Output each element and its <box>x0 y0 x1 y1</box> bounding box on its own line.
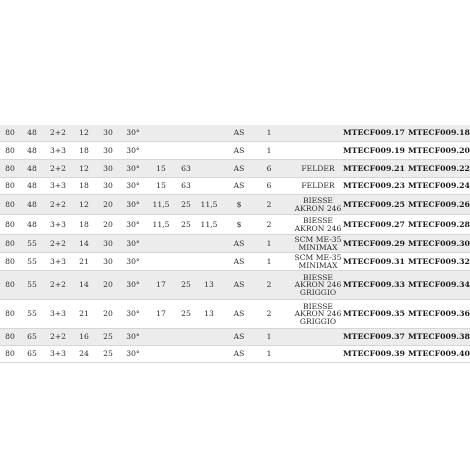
table-cell: 30° <box>126 280 140 290</box>
table-cell: 80 <box>5 128 15 138</box>
table-cell: 25 <box>181 280 191 290</box>
code-cell-b: MTECF009.40 <box>408 349 470 359</box>
code-cell-b: MTECF009.18 <box>408 128 470 138</box>
table-cell: 48 <box>27 219 37 229</box>
table-cell: 55 <box>27 256 37 266</box>
table-row <box>0 125 470 142</box>
table-row <box>0 346 470 363</box>
table-cell: 25 <box>181 199 191 209</box>
table-cell: 63 <box>181 163 191 173</box>
table-cell: 30° <box>126 181 140 191</box>
table-cell: 1 <box>266 349 272 359</box>
machine-cell: BIESSE AKRON 246 <box>294 216 342 233</box>
table-cell <box>198 329 220 345</box>
table-cell: 3+3 <box>49 349 67 359</box>
table-cell: 1 <box>266 332 272 342</box>
table-cell <box>174 329 198 345</box>
table-cell: 30° <box>126 256 140 266</box>
code-cell-b: MTECF009.34 <box>408 280 470 290</box>
table-cell: 30° <box>126 332 140 342</box>
table-cell: 12 <box>79 163 89 173</box>
table-cell: 11,5 <box>200 219 218 229</box>
code-cell-a: MTECF009.31 <box>343 256 405 266</box>
table-cell: 21 <box>79 256 89 266</box>
table-cell <box>150 329 172 345</box>
table-cell: 80 <box>5 349 15 359</box>
table-cell: 2 <box>266 309 272 319</box>
machine-cell <box>288 329 348 345</box>
table-row <box>0 235 470 253</box>
code-cell-a: MTECF009.21 <box>343 163 405 173</box>
table-cell: 14 <box>79 280 89 290</box>
machine-cell: FELDER <box>301 181 335 191</box>
table-cell: 30 <box>103 163 113 173</box>
table-cell <box>198 142 220 159</box>
table-cell: 80 <box>5 219 15 229</box>
table-cell: $ <box>236 199 242 209</box>
code-cell-a: MTECF009.35 <box>343 309 405 319</box>
machine-cell <box>288 346 348 362</box>
table-cell: 2+2 <box>49 280 67 290</box>
table-cell <box>198 346 220 362</box>
table-row <box>0 271 470 300</box>
table-cell: AS <box>233 280 245 290</box>
table-cell: 1 <box>266 145 272 155</box>
table-cell: 80 <box>5 163 15 173</box>
table-cell: 1 <box>266 238 272 248</box>
table-cell: AS <box>233 309 245 319</box>
table-cell: 25 <box>181 309 191 319</box>
table-cell: AS <box>233 128 245 138</box>
table-cell: 18 <box>79 145 89 155</box>
table-cell: 12 <box>79 128 89 138</box>
machine-cell <box>288 125 348 141</box>
table-cell: 2+2 <box>49 332 67 342</box>
table-cell: 14 <box>79 238 89 248</box>
table-cell: AS <box>233 256 245 266</box>
table-cell: 65 <box>27 349 37 359</box>
table-cell: 30 <box>103 128 113 138</box>
table-row <box>0 215 470 235</box>
table-cell: AS <box>233 238 245 248</box>
table-cell: 11,5 <box>152 199 170 209</box>
table-cell: 2+2 <box>49 199 67 209</box>
table-cell: 25 <box>103 332 113 342</box>
table-cell: 15 <box>156 163 166 173</box>
table-cell: 13 <box>204 280 214 290</box>
table-cell: 3+3 <box>49 309 67 319</box>
code-cell-a: MTECF009.39 <box>343 349 405 359</box>
table-cell: 55 <box>27 309 37 319</box>
table-cell: 20 <box>103 219 113 229</box>
code-cell-b: MTECF009.30 <box>408 238 470 248</box>
table-cell: 30 <box>103 181 113 191</box>
table-cell: 1 <box>266 128 272 138</box>
table-cell: 3+3 <box>49 145 67 155</box>
code-cell-a: MTECF009.23 <box>343 181 405 191</box>
table-cell: 30° <box>126 238 140 248</box>
table-row <box>0 142 470 160</box>
table-cell: 20 <box>103 199 113 209</box>
code-cell-a: MTECF009.33 <box>343 280 405 290</box>
table-cell: 1 <box>266 256 272 266</box>
table-cell <box>150 235 172 252</box>
table-cell: 80 <box>5 145 15 155</box>
machine-cell: BIESSE AKRON 246 GRIGGIO <box>294 301 342 326</box>
code-cell-a: MTECF009.17 <box>343 128 405 138</box>
table-cell <box>174 142 198 159</box>
table-cell: 55 <box>27 238 37 248</box>
table-cell: 80 <box>5 309 15 319</box>
table-cell: 3+3 <box>49 181 67 191</box>
table-cell: 30° <box>126 128 140 138</box>
table-cell: 80 <box>5 199 15 209</box>
code-cell-b: MTECF009.22 <box>408 163 470 173</box>
table-cell: 16 <box>79 332 89 342</box>
table-cell <box>150 253 172 270</box>
table-cell <box>174 253 198 270</box>
table-cell: 30° <box>126 309 140 319</box>
table-cell: 65 <box>27 332 37 342</box>
table-cell: 25 <box>181 219 191 229</box>
table-cell: 80 <box>5 181 15 191</box>
code-cell-a: MTECF009.29 <box>343 238 405 248</box>
code-cell-a: MTECF009.25 <box>343 199 405 209</box>
table-cell: 20 <box>103 309 113 319</box>
table-cell <box>174 235 198 252</box>
machine-cell: BIESSE AKRON 246 <box>294 196 342 213</box>
table-cell: 25 <box>103 349 113 359</box>
machine-cell: SCM ME-35 MINIMAX <box>294 253 342 270</box>
code-cell-b: MTECF009.24 <box>408 181 470 191</box>
table-cell: 48 <box>27 163 37 173</box>
table-cell: 18 <box>79 181 89 191</box>
table-cell: 20 <box>103 280 113 290</box>
table-cell <box>174 346 198 362</box>
table-cell: 80 <box>5 280 15 290</box>
table-row <box>0 300 470 329</box>
code-cell-b: MTECF009.28 <box>408 219 470 229</box>
table-cell: 13 <box>204 309 214 319</box>
table-cell: 6 <box>266 181 272 191</box>
table-cell: 80 <box>5 332 15 342</box>
table-cell: AS <box>233 145 245 155</box>
code-cell-b: MTECF009.20 <box>408 145 470 155</box>
table-row <box>0 329 470 346</box>
table-cell: 48 <box>27 128 37 138</box>
table-row <box>0 160 470 178</box>
table-cell: 30° <box>126 145 140 155</box>
table-cell: 30° <box>126 163 140 173</box>
table-cell <box>198 125 220 141</box>
table-cell <box>198 235 220 252</box>
table-cell: $ <box>236 219 242 229</box>
code-cell-b: MTECF009.38 <box>408 332 470 342</box>
table-cell: AS <box>233 332 245 342</box>
table-cell: 12 <box>79 199 89 209</box>
table-cell: AS <box>233 181 245 191</box>
table-cell: 2+2 <box>49 163 67 173</box>
table-cell: 55 <box>27 280 37 290</box>
table-cell: 48 <box>27 145 37 155</box>
table-cell: 18 <box>79 219 89 229</box>
product-code-table <box>0 125 470 363</box>
table-cell: 63 <box>181 181 191 191</box>
code-cell-b: MTECF009.32 <box>408 256 470 266</box>
table-cell: 17 <box>156 309 166 319</box>
table-cell: 15 <box>156 181 166 191</box>
code-cell-a: MTECF009.37 <box>343 332 405 342</box>
machine-cell: SCM ME-35 MINIMAX <box>294 235 342 252</box>
table-cell <box>198 178 220 194</box>
table-cell: 48 <box>27 199 37 209</box>
code-cell-b: MTECF009.26 <box>408 199 470 209</box>
table-cell: 30° <box>126 349 140 359</box>
table-cell: 3+3 <box>49 256 67 266</box>
table-cell <box>150 125 172 141</box>
table-cell: 17 <box>156 280 166 290</box>
table-cell: 30 <box>103 145 113 155</box>
table-cell: 80 <box>5 238 15 248</box>
table-cell: 30 <box>103 238 113 248</box>
table-cell <box>150 142 172 159</box>
table-row <box>0 195 470 215</box>
table-row <box>0 178 470 195</box>
table-cell: 3+3 <box>49 219 67 229</box>
table-cell <box>174 125 198 141</box>
table-cell: 6 <box>266 163 272 173</box>
machine-cell: FELDER <box>301 163 335 173</box>
table-cell: 2+2 <box>49 128 67 138</box>
table-cell: 2 <box>266 280 272 290</box>
table-cell: 2 <box>266 199 272 209</box>
table-cell <box>198 160 220 177</box>
table-cell: 24 <box>79 349 89 359</box>
table-row <box>0 253 470 271</box>
machine-cell: BIESSE AKRON 246 GRIGGIO <box>294 272 342 297</box>
table-cell: 48 <box>27 181 37 191</box>
table-cell: 11,5 <box>152 219 170 229</box>
table-cell: 2 <box>266 219 272 229</box>
table-cell: 21 <box>79 309 89 319</box>
table-cell: AS <box>233 349 245 359</box>
code-cell-a: MTECF009.19 <box>343 145 405 155</box>
table-cell: 30° <box>126 199 140 209</box>
code-cell-a: MTECF009.27 <box>343 219 405 229</box>
table-cell: 30 <box>103 256 113 266</box>
table-cell: 11,5 <box>200 199 218 209</box>
table-cell <box>198 253 220 270</box>
table-cell: 30° <box>126 219 140 229</box>
table-cell: AS <box>233 163 245 173</box>
table-cell <box>150 346 172 362</box>
machine-cell <box>288 142 348 159</box>
table-cell: 2+2 <box>49 238 67 248</box>
table-cell: 80 <box>5 256 15 266</box>
code-cell-b: MTECF009.36 <box>408 309 470 319</box>
